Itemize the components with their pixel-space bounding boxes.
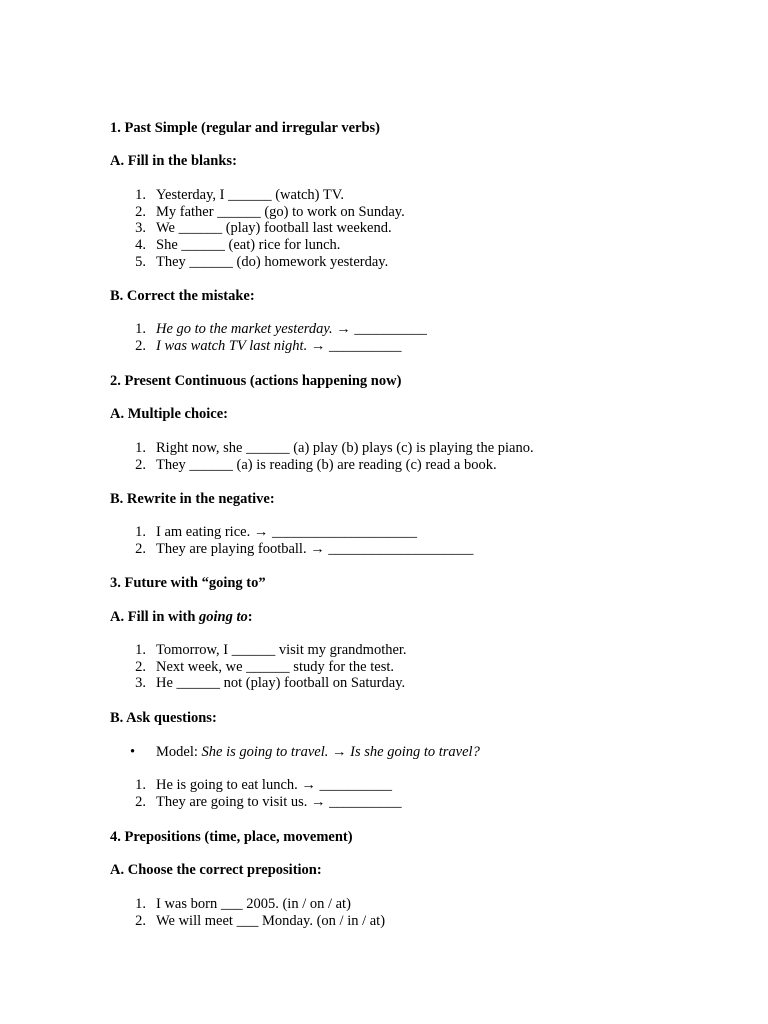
section-title: 3. Future with “going to” [110,575,266,591]
bullet-icon: • [130,744,136,760]
item-number: 1. [135,777,146,793]
answer-blank: __________ [354,321,427,337]
model-answer: Is she going to travel? [350,744,480,760]
subsection-heading: A. Multiple choice: [110,406,228,422]
list-item [110,524,473,541]
list-item [110,457,534,474]
item-text: We ______ (play) football last weekend. [156,220,392,237]
item-text: Tomorrow, I ______ visit my grandmother. [156,642,407,658]
answer-blank: __________ [328,337,402,354]
list-item [110,338,427,355]
item-text: He ______ not (play) football on Saturday. [156,675,406,692]
item-sentence: I was watch TV last night. [156,337,308,354]
item-text: I was born ___ 2005. (in / on / at) [156,896,351,912]
section-title: 2. Present Continuous (actions happening now) [110,373,402,389]
exercise-list [110,187,405,270]
item-number: 1. [135,321,146,337]
item-number: 1. [135,642,146,658]
list-item [110,187,405,204]
item-number: 1. [135,440,146,456]
list-item [110,541,473,558]
section-title: 4. Prepositions (time, place, movement) [110,829,353,845]
exercise-list [110,524,473,557]
item-number: 5. [135,253,146,270]
item-number: 1. [135,187,146,203]
subsection-heading: A. Choose the correct preposition: [110,862,322,878]
list-item [110,794,402,811]
item-number: 2. [135,203,146,220]
item-text: Next week, we ______ study for the test. [156,658,394,675]
list-item [110,254,405,271]
item-text: We will meet ___ Monday. (on / in / at) [156,912,386,929]
subsection-heading: A. Fill in the blanks: [110,153,237,169]
list-item [110,220,405,237]
item-number: 3. [135,675,146,692]
model-item [110,744,480,761]
list-item [110,896,385,913]
heading-prefix: A. Fill in with [110,609,200,625]
model-list [110,744,480,761]
subsection-heading: B. Correct the mistake: [110,288,255,304]
subsection-heading: B. Ask questions: [110,710,217,726]
heading-italic: going to [199,609,248,625]
exercise-list [110,777,402,810]
list-item [110,659,407,676]
list-item [110,440,534,457]
item-text: She ______ (eat) rice for lunch. [156,237,341,254]
item-text: Yesterday, I ______ (watch) TV. [156,187,344,203]
exercise-list [110,896,385,929]
exercise-list [110,642,407,692]
subsection-heading: B. Rewrite in the negative: [110,491,275,507]
item-text: He is going to eat lunch. → __________ [156,777,393,793]
item-text: They are playing football. → ____________________ [156,540,474,557]
exercise-list [110,440,534,473]
arrow-icon: → [310,337,326,354]
item-number: 1. [135,896,146,912]
item-sentence: He go to the market yesterday. [156,321,333,337]
item-number: 2. [135,337,146,354]
arrow-icon: → [336,321,351,337]
item-number: 2. [135,540,146,557]
list-item [110,777,402,794]
item-number: 2. [135,456,146,473]
exercise-list [110,321,427,354]
item-number: 2. [135,658,146,675]
item-text: They ______ (a) is reading (b) are reading (c) read a book. [156,456,497,473]
list-item [110,675,407,692]
item-number: 2. [135,793,146,810]
item-text: They ______ (do) homework yesterday. [156,253,389,270]
item-number: 4. [135,237,146,254]
section-title: 1. Past Simple (regular and irregular verbs) [110,120,380,136]
item-text: I am eating rice. → ____________________ [156,524,417,540]
list-item [110,237,405,254]
arrow-icon: → [328,744,351,760]
model-example: She is going to travel. [201,744,329,760]
model-label: Model: [156,744,202,760]
item-text: My father ______ (go) to work on Sunday. [156,203,405,220]
item-number: 3. [135,220,146,237]
heading-suffix: : [247,609,253,625]
item-text: They are going to visit us. → __________ [156,793,402,810]
list-item [110,913,385,930]
item-number: 2. [135,912,146,929]
list-item [110,642,407,659]
item-number: 1. [135,524,146,540]
list-item [110,321,427,338]
item-text: Right now, she ______ (a) play (b) plays (c) is playing the piano. [156,440,534,456]
subsection-heading [110,609,253,626]
list-item [110,204,405,221]
